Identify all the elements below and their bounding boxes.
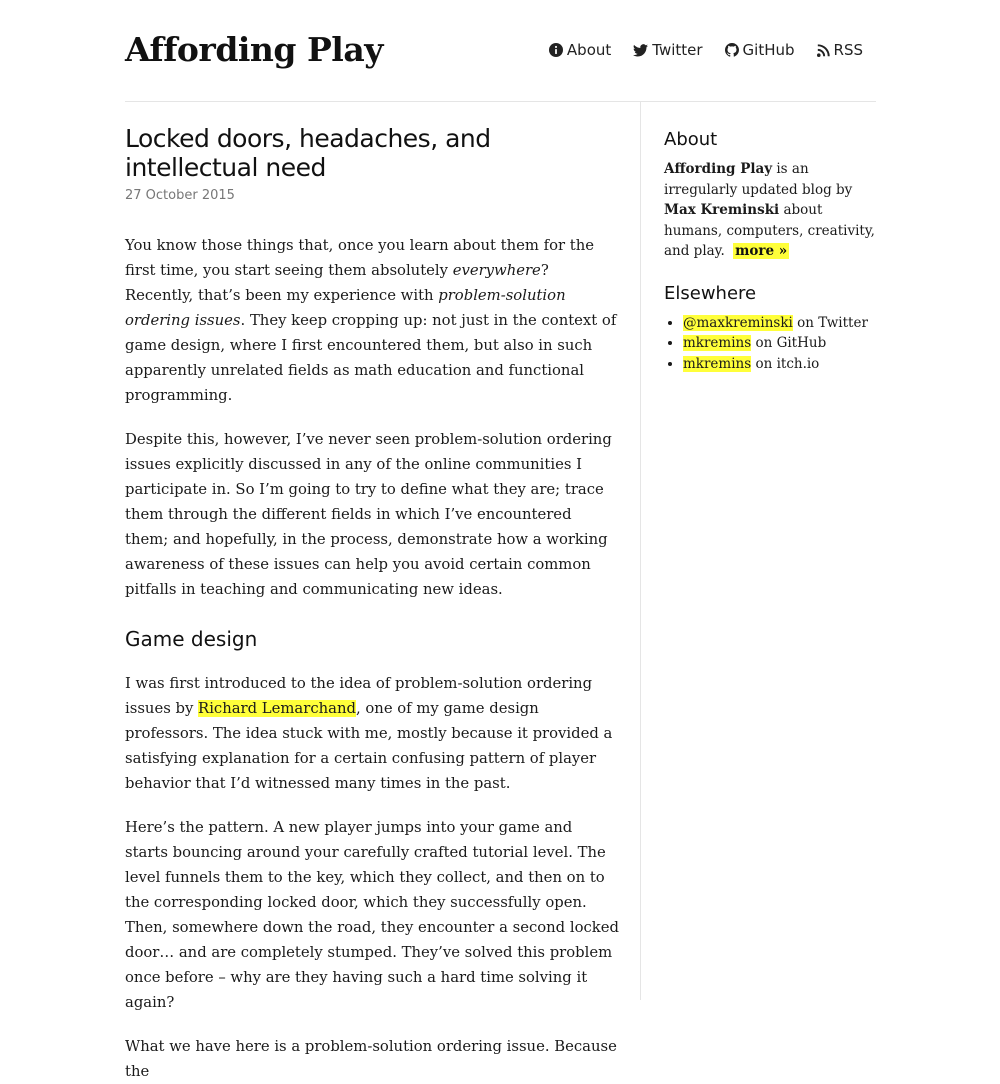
rss-feed-icon bbox=[817, 44, 830, 57]
sidebar-divider bbox=[640, 102, 641, 1000]
post-paragraph-1 bbox=[125, 233, 619, 408]
p1-text-b: ? Recently, that’s been my experience with bbox=[125, 262, 549, 304]
post-date: 27 October 2015 bbox=[125, 188, 235, 203]
list-item bbox=[683, 333, 879, 354]
about-text-a: is an irregularly updated blog by bbox=[664, 161, 853, 198]
nav-about-label: About bbox=[566, 41, 612, 59]
post-paragraph-3 bbox=[125, 671, 619, 796]
nav-rss-label: RSS bbox=[833, 41, 863, 59]
nav-github-label: GitHub bbox=[742, 41, 795, 59]
list-item bbox=[683, 313, 879, 334]
post-article bbox=[125, 124, 619, 1084]
p1-emphasis-term: problem-solution ordering issues bbox=[125, 287, 566, 329]
nav-github-link[interactable] bbox=[725, 39, 795, 61]
nav-rss-link[interactable] bbox=[817, 39, 863, 61]
list-item-suffix: on Twitter bbox=[792, 314, 868, 331]
sidebar-elsewhere-heading: Elsewhere bbox=[664, 282, 757, 304]
twitter-profile-link[interactable]: @maxkreminski bbox=[683, 314, 793, 331]
about-text-b: about humans, computers, creativity, and play. bbox=[664, 202, 875, 259]
sidebar-about-text bbox=[664, 159, 879, 262]
elsewhere-list bbox=[664, 313, 879, 375]
top-nav bbox=[549, 39, 863, 61]
header-divider bbox=[125, 101, 876, 102]
sidebar bbox=[664, 126, 879, 374]
nav-twitter-label: Twitter bbox=[652, 41, 703, 59]
list-item-suffix: on itch.io bbox=[751, 355, 820, 372]
post-paragraph-2: Despite this, however, I’ve never seen problem-solution ordering issues explicitly discussed in any of the online communities I participate in. So I’m going to try to define what they are; trace them through the different fields in which I’ve encountered them; and hopefully, in the process, demonstrate how a working awareness of these issues can help you avoid certain common pitfalls in teaching and communicating new ideas. bbox=[125, 431, 612, 598]
nav-twitter-link[interactable] bbox=[633, 39, 702, 61]
p3-text-b: , one of my game design professors. The idea stuck with me, mostly because it provided a satisfying explanation for a certain confusing pattern of player behavior that I’d witnessed many times in the past. bbox=[125, 700, 613, 792]
section-heading-game-design: Game design bbox=[125, 627, 258, 651]
site-title[interactable]: Affording Play bbox=[125, 30, 383, 69]
list-item-suffix: on GitHub bbox=[751, 335, 827, 351]
post-title: Locked doors, headaches, and intellectual need bbox=[125, 124, 491, 182]
p1-text-c: . They keep cropping up: not just in the context of game design, where I first encountered them, but also in such apparently unrelated fields as math education and functional programming. bbox=[125, 312, 617, 404]
p1-emphasis-everywhere: everywhere bbox=[452, 262, 541, 279]
post-paragraph-4: Here’s the pattern. A new player jumps into your game and starts bouncing around your carefully crafted tutorial level. The level funnels them to the key, which they collect, and then on to the corresponding locked door, which they successfully open. Then, somewhere down the road, they encounter a second locked door… and are completely stumped. They’ve solved this problem once before – why are they having such a hard time solving it again? bbox=[125, 819, 619, 1011]
blog-name: Affording Play bbox=[664, 161, 773, 177]
post-paragraph-5: What we have here is a problem-solution ordering issue. Because the bbox=[125, 1038, 617, 1080]
itchio-profile-link[interactable]: mkremins bbox=[683, 355, 752, 372]
p3-text-a: I was first introduced to the idea of problem-solution ordering issues by bbox=[125, 675, 593, 717]
p1-text-a: You know those things that, once you learn about them for the first time, you start seeing them absolutely bbox=[125, 237, 595, 279]
info-circle-icon bbox=[549, 43, 563, 57]
twitter-bird-icon bbox=[633, 44, 648, 57]
github-profile-link[interactable]: mkremins bbox=[683, 335, 752, 351]
nav-about-link[interactable] bbox=[549, 39, 611, 61]
more-link[interactable]: more » bbox=[735, 243, 788, 259]
github-octocat-icon bbox=[725, 43, 739, 57]
list-item bbox=[683, 354, 879, 375]
author-name: Max Kreminski bbox=[664, 202, 780, 218]
richard-lemarchand-link[interactable]: Richard Lemarchand bbox=[198, 700, 356, 717]
sidebar-about-heading: About bbox=[664, 129, 718, 150]
